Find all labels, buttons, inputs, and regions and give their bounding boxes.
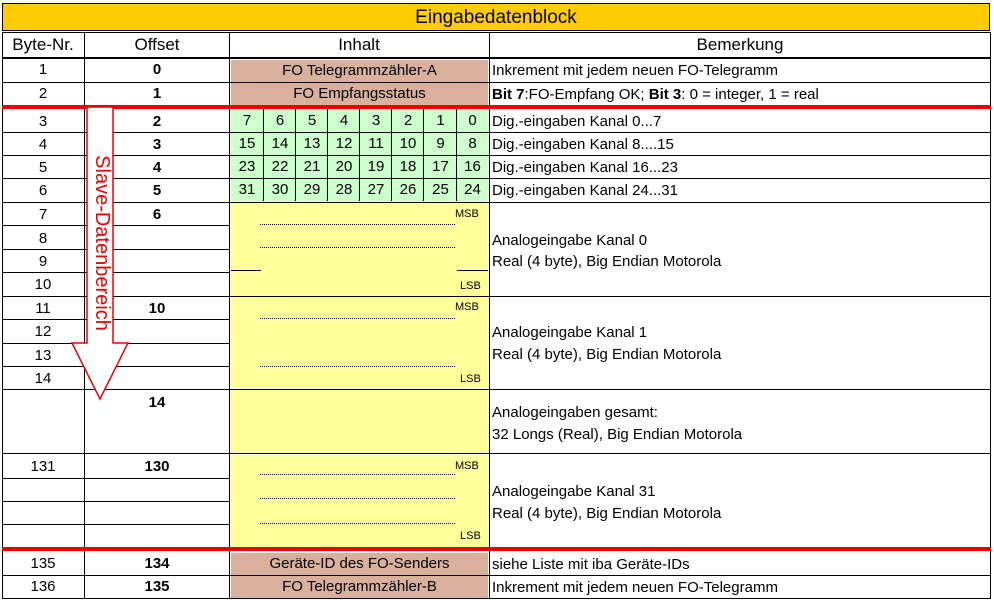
analog-area-ch31	[231, 455, 488, 547]
inhalt-geraete-id: Geräte-ID des FO-Senders	[231, 553, 488, 575]
slave-area-label: Slave-Datenbereich	[91, 155, 113, 331]
bit-cell: 9	[436, 135, 445, 152]
byte-nr: 14	[34, 370, 52, 387]
bit-cell: 4	[339, 112, 349, 129]
bit-cell: 28	[335, 181, 353, 198]
offset: 0	[152, 61, 162, 78]
offset: 4	[152, 159, 162, 176]
bit3-label: Bit 3	[648, 86, 682, 103]
bit-cell: 17	[432, 158, 449, 175]
bit-cell: 6	[275, 112, 285, 129]
byte-nr: 1	[38, 61, 48, 78]
msb-label: MSB	[455, 301, 479, 313]
bit-cell: 15	[238, 135, 256, 152]
offset: 10	[148, 300, 166, 317]
bit-cell: 25	[432, 181, 449, 198]
bemerkung: Analogeingabe Kanal 1	[492, 324, 648, 341]
inhalt-empfangsstatus: FO Empfangsstatus	[231, 83, 488, 105]
bit-cell: 31	[238, 181, 256, 198]
offset: 3	[152, 136, 162, 153]
byte-nr: 6	[38, 182, 48, 199]
bit-cell: 10	[399, 135, 417, 152]
bit-cell: 12	[335, 135, 353, 152]
bit-cell: 1	[436, 112, 445, 129]
byte-nr: 2	[38, 85, 48, 102]
byte-nr: 3	[38, 113, 48, 130]
offset: 14	[148, 394, 166, 411]
bit-cell: 23	[238, 158, 256, 175]
bit-cell: 20	[335, 158, 353, 175]
bemerkung: Inkrement mit jedem neuen FO-Telegramm	[492, 62, 778, 79]
header-offset: Offset	[134, 35, 180, 54]
byte-nr: 10	[34, 276, 52, 293]
msb-label: MSB	[455, 208, 479, 220]
bemerkung: Dig.-eingaben Kanal 16...23	[492, 159, 678, 176]
bit-cell: 5	[307, 112, 317, 129]
bit-cell: 21	[303, 158, 321, 175]
bit-cell: 22	[271, 158, 289, 175]
bit-cell: 7	[242, 112, 252, 129]
bemerkung: Inkrement mit jedem neuen FO-Telegramm	[492, 579, 778, 596]
bemerkung: 32 Longs (Real), Big Endian Motorola	[492, 426, 743, 443]
bemerkung: Dig.-eingaben Kanal 8....15	[492, 136, 674, 153]
msb-label: MSB	[455, 460, 479, 472]
bemerkung: siehe Liste mit iba Geräte-IDs	[492, 556, 690, 573]
red-separator-top	[2, 105, 991, 109]
offset: 1	[152, 85, 162, 102]
inhalt-counter-b: FO Telegrammzähler-B	[231, 576, 488, 598]
bemerkung: Dig.-eingaben Kanal 0...7	[492, 113, 662, 130]
offset: 134	[144, 555, 170, 572]
table-title: Eingabedatenblock	[2, 3, 990, 31]
bit-cell: 2	[403, 112, 413, 129]
lsb-label: LSB	[460, 530, 481, 542]
byte-nr: 12	[34, 323, 52, 340]
bemerkung: Real (4 byte), Big Endian Motorola	[492, 505, 722, 522]
bit-cell: 0	[468, 112, 477, 129]
bemerkung	[492, 86, 819, 103]
byte-nr: 135	[30, 555, 56, 572]
byte-nr: 131	[30, 458, 56, 475]
byte-nr: 11	[35, 300, 51, 317]
bit-cell: 8	[468, 135, 477, 152]
bit-cell: 3	[371, 112, 381, 129]
bit-cell: 14	[271, 135, 289, 152]
header-byte-nr: Byte-Nr.	[12, 35, 74, 54]
offset: 130	[144, 458, 170, 475]
bit3-text: : 0 = integer, 1 = real	[681, 86, 819, 103]
offset: 135	[144, 578, 170, 595]
header-bemerkung: Bemerkung	[696, 35, 784, 54]
bemerkung: Real (4 byte), Big Endian Motorola	[492, 253, 722, 270]
red-separator-bottom	[2, 547, 991, 551]
lsb-label: LSB	[460, 280, 481, 292]
inhalt-counter-a: FO Telegrammzähler-A	[231, 60, 488, 82]
byte-nr: 13	[34, 347, 52, 364]
offset: 6	[152, 206, 162, 223]
analog-area-all	[231, 389, 488, 453]
bit7-text: :FO-Empfang OK;	[524, 86, 649, 103]
bit-cell: 26	[399, 181, 417, 198]
offset: 5	[152, 182, 162, 199]
bemerkung: Analogeingabe Kanal 0	[492, 232, 648, 249]
bit-cell: 29	[303, 181, 321, 198]
offset: 2	[152, 113, 162, 130]
bit-cell: 16	[464, 158, 481, 175]
lsb-label: LSB	[460, 373, 481, 385]
bemerkung: Dig.-eingaben Kanal 24...31	[492, 182, 678, 199]
byte-nr: 136	[30, 578, 56, 595]
bit-cell: 18	[399, 158, 417, 175]
bemerkung: Analogeingaben gesamt:	[492, 404, 658, 421]
byte-nr: 7	[38, 206, 48, 223]
bit-cell: 19	[367, 158, 385, 175]
bit-cell: 30	[271, 181, 289, 198]
bit7-label: Bit 7	[492, 86, 525, 103]
bit-cell: 27	[367, 181, 385, 198]
byte-nr: 8	[38, 230, 48, 247]
bit-cell: 11	[368, 135, 384, 152]
byte-nr: 5	[38, 159, 48, 176]
bemerkung: Real (4 byte), Big Endian Motorola	[492, 346, 722, 363]
bit-cell: 13	[303, 135, 321, 152]
bemerkung: Analogeingabe Kanal 31	[492, 483, 656, 500]
byte-nr: 9	[38, 253, 48, 270]
byte-nr: 4	[38, 136, 48, 153]
header-inhalt: Inhalt	[338, 35, 380, 54]
bit-cell: 24	[464, 181, 481, 198]
